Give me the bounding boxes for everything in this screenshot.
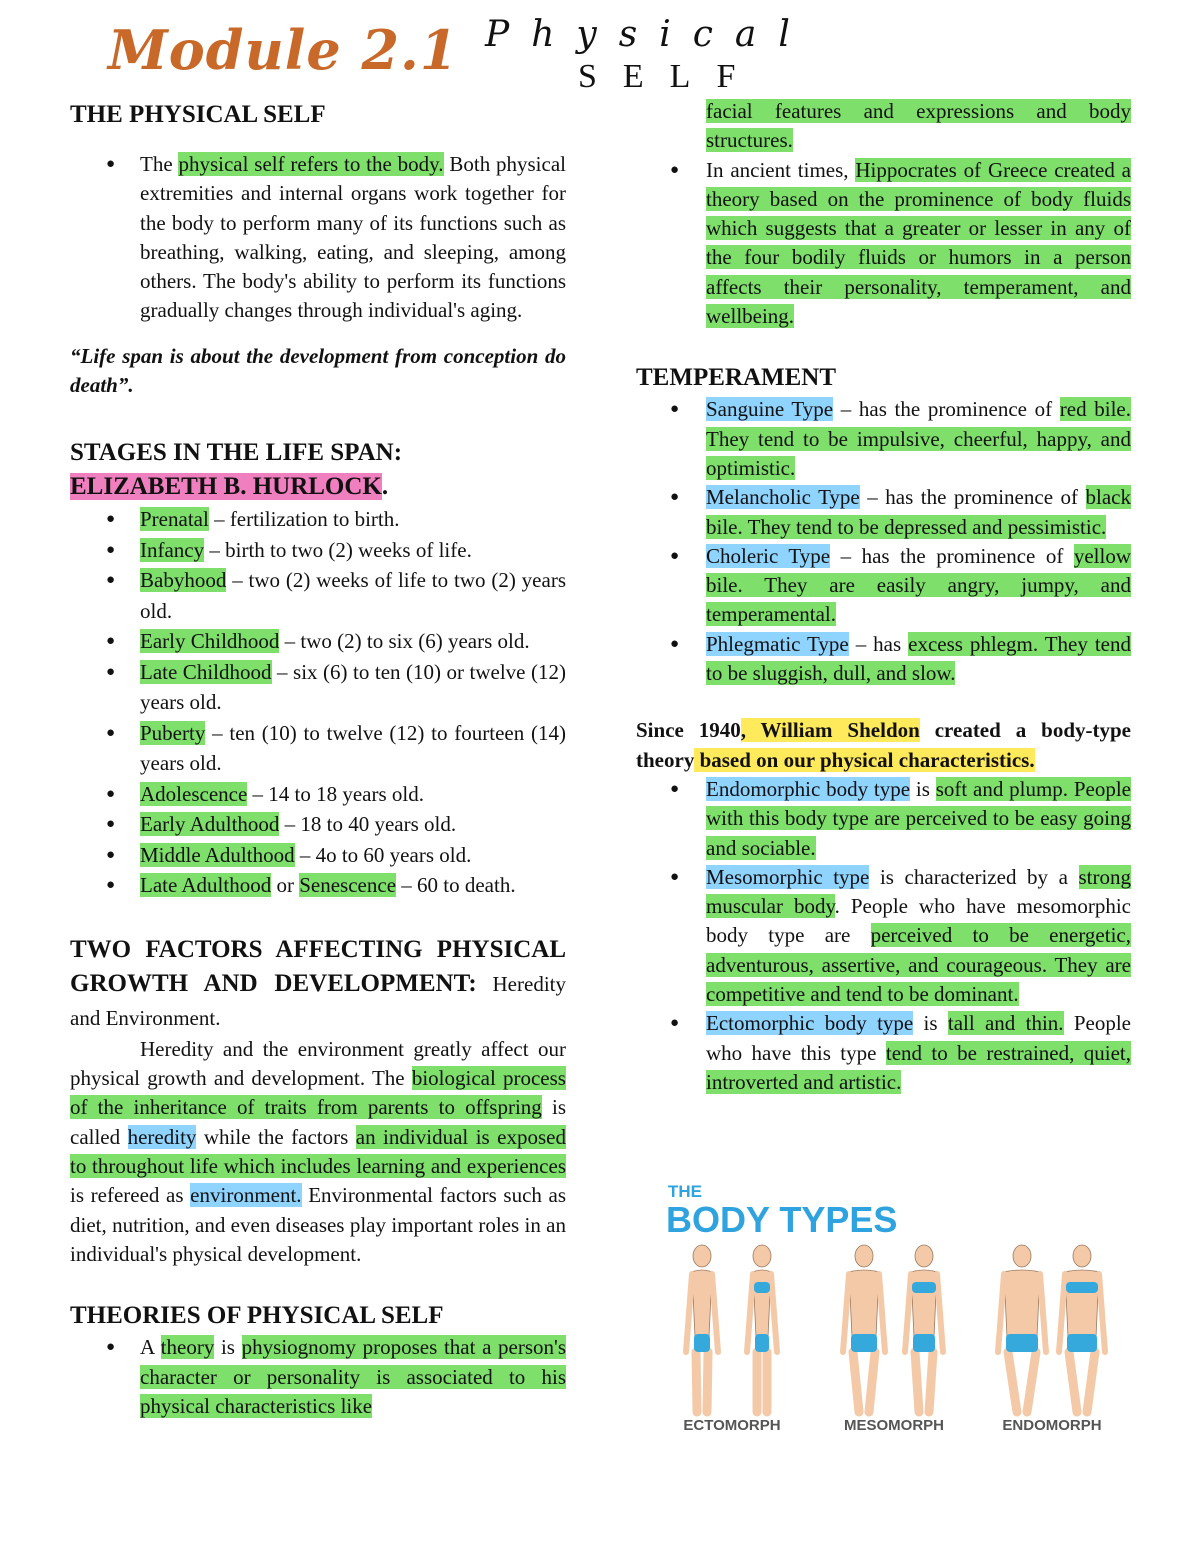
text: – has the prominence of	[830, 543, 1074, 568]
list-item	[70, 809, 566, 840]
text: is called	[70, 1095, 566, 1149]
stage-name: Middle Adulthood	[140, 842, 295, 867]
endomorph-male-head	[1013, 1245, 1031, 1267]
highlight: black bile. They tend to be depressed and pessimistic.	[706, 485, 1131, 539]
stage-desc: – two (2) weeks of life to two (2) years old.	[140, 568, 566, 623]
endomorph-female-arm-right	[1099, 1274, 1105, 1352]
highlight: physiognomy proposes that a person's character or personality is associated to his physical characteristics like	[140, 1335, 566, 1418]
physical-heading: Physical	[485, 14, 812, 55]
endomorph-male-arm-left	[998, 1274, 1004, 1352]
text: A	[140, 1335, 161, 1360]
ectomorph-female-arm-right	[771, 1274, 777, 1352]
highlight: physical self refers to the body.	[178, 152, 444, 176]
stage-desc: – 14 to 18 years old.	[247, 781, 425, 806]
stage-name: Early Childhood	[140, 629, 280, 654]
list-item	[70, 626, 566, 657]
highlight: excess phlegm. They tend to be sluggish, dull, and slow.	[706, 631, 1131, 686]
stage-name: Late Childhood	[140, 659, 272, 684]
list-item	[636, 156, 1131, 332]
body-figures	[686, 1245, 1105, 1412]
highlight: facial features and expressions and body structures.	[706, 99, 1131, 153]
endomorph-male-leg-left	[1008, 1352, 1017, 1412]
theories-list	[70, 1333, 566, 1421]
text: .	[381, 473, 389, 501]
left-column	[70, 98, 566, 1421]
highlight: strong muscular body	[706, 864, 1131, 919]
stage-name: Infancy	[140, 537, 205, 562]
mesomorph-female-arm-left	[905, 1274, 911, 1352]
text: In ancient times,	[706, 157, 856, 182]
list-item	[636, 542, 1131, 630]
theories-heading: THEORIES OF PHYSICAL SELF	[70, 1302, 444, 1330]
endomorph-female-head	[1073, 1245, 1091, 1267]
ectomorph-male-torso	[692, 1270, 712, 1337]
body-types-figure	[664, 1178, 1124, 1448]
mesomorph-male-swimwear-bottom	[851, 1334, 877, 1352]
mesomorph-male-leg-right	[869, 1352, 875, 1412]
endomorph-male-swimwear-bottom	[1006, 1334, 1038, 1352]
endomorph-male-torso	[1004, 1270, 1040, 1337]
text: Heredity and the environment greatly affect our physical growth and development. The	[70, 1036, 566, 1091]
stage-desc: – birth to two (2) weeks of life.	[204, 537, 472, 562]
list-item	[70, 565, 566, 626]
hippocrates-list	[636, 156, 1131, 332]
stage-desc: – ten (10) to twelve (12) to fourteen (14) years old.	[140, 720, 566, 776]
mesomorph-male-arm-right	[879, 1274, 885, 1352]
stage-desc: – two (2) to six (6) years old.	[279, 629, 530, 654]
endomorph-female-swimwear-bottom	[1067, 1334, 1097, 1352]
hurlock-name: ELIZABETH B. HURLOCK	[70, 473, 382, 501]
highlight: tend to be restrained, quiet, introverted and artistic.	[706, 1040, 1131, 1094]
highlight-yellow: , William Sheldon	[740, 718, 920, 743]
ectomorph-male-head	[693, 1245, 711, 1267]
list-item	[70, 718, 566, 779]
list-item	[636, 483, 1131, 542]
ectomorph-female-swimwear-top	[754, 1282, 770, 1293]
ectomorph-female-torso	[753, 1270, 771, 1337]
factors-heading-text: TWO FACTORS AFFECTING PHYSICAL GROWTH AND DEVELOPMENT:	[70, 935, 566, 997]
right-column	[636, 97, 1131, 1097]
text: Since 1940	[636, 718, 741, 743]
endomorph-female-arm-left	[1059, 1274, 1065, 1352]
stages-heading-text: STAGES IN THE LIFE SPAN:	[70, 439, 403, 467]
ectomorph-male-arm-right	[712, 1274, 718, 1352]
highlight-blue: heredity	[127, 1124, 197, 1149]
endomorph-female-leg-left	[1069, 1352, 1077, 1412]
list-item	[636, 1009, 1131, 1097]
stage-desc: – 60 to death.	[396, 873, 516, 898]
text: The	[140, 152, 179, 176]
highlight: perceived to be energetic, adventurous, assertive, and courageous. They are competitive and tend to be dominant.	[706, 923, 1131, 1007]
text: while the factors	[196, 1124, 356, 1149]
stage-name: Adolescence	[140, 781, 248, 806]
text: is characterized by a	[869, 864, 1079, 889]
ectomorph-male-arm-left	[686, 1274, 692, 1352]
text: People who have this type	[706, 1011, 1131, 1065]
mesomorph-female-torso	[911, 1270, 937, 1337]
highlight: theory	[160, 1335, 215, 1360]
type-name: Melancholic Type	[706, 485, 860, 510]
list-item	[70, 840, 566, 871]
highlight-yellow: based on our physical characteristics.	[694, 747, 1035, 772]
mesomorph-male-leg-left	[853, 1352, 859, 1412]
stage-name: Late Adulthood	[140, 873, 272, 898]
endomorph-female-torso	[1065, 1270, 1099, 1337]
list-item	[636, 395, 1131, 483]
type-name: Sanguine Type	[706, 397, 834, 422]
module-title: Module 2.1	[108, 18, 459, 82]
label-ectomorph: ECTOMORPH	[683, 1417, 781, 1434]
stage-desc: – 18 to 40 years old.	[279, 812, 457, 837]
mesomorph-male-torso	[849, 1270, 879, 1337]
figure-the: THE	[668, 1182, 702, 1201]
label-endomorph: ENDOMORPH	[1002, 1417, 1102, 1434]
text: Environmental factors such as diet, nutrition, and even diseases play important roles in an individual's physical development.	[70, 1183, 567, 1266]
stage-name: Senescence	[299, 873, 397, 898]
stage-name: Puberty	[140, 720, 206, 745]
ectomorph-female-swimwear-bottom	[755, 1334, 769, 1352]
list-item	[636, 863, 1131, 1009]
list-item	[636, 630, 1131, 689]
text: is	[913, 1011, 948, 1036]
highlight: yellow bile. They are easily angry, jumpy, and temperamental.	[706, 543, 1131, 627]
endomorph-male-arm-right	[1040, 1274, 1046, 1352]
list-item	[636, 775, 1131, 863]
temperament-list	[636, 395, 1131, 688]
list-item	[70, 1333, 566, 1421]
stages-heading	[70, 436, 566, 504]
ectomorph-female-arm-left	[747, 1274, 753, 1352]
type-name: Phlegmatic Type	[706, 631, 849, 656]
mesomorph-male-head	[855, 1245, 873, 1267]
continued-text	[636, 97, 1131, 156]
highlight: red bile. They tend to be impulsive, cheerful, happy, and optimistic.	[706, 397, 1131, 480]
mesomorph-male-arm-left	[843, 1274, 849, 1352]
stage-desc: – fertilization to birth.	[208, 507, 400, 532]
text: – has the prominence of	[833, 397, 1060, 422]
type-name: Ectomorphic body type	[706, 1011, 914, 1036]
list-item	[70, 779, 566, 810]
list-item	[70, 504, 566, 535]
mesomorph-female-swimwear-top	[912, 1282, 936, 1293]
endomorph-female-swimwear-top	[1066, 1282, 1098, 1293]
mesomorph-female-head	[915, 1245, 933, 1267]
factors-heading	[70, 933, 566, 1035]
list-item	[70, 870, 566, 901]
physical-self-list	[70, 150, 566, 326]
factors-heading-tail: Heredity and Environment.	[70, 971, 566, 1030]
mesomorph-female-leg-right	[929, 1352, 933, 1412]
label-mesomorph: MESOMORPH	[843, 1417, 945, 1434]
text: is	[214, 1335, 242, 1360]
text: is	[910, 776, 936, 801]
highlight: biological process of the inheritance of traits from parents to offspring	[70, 1066, 566, 1120]
self-heading: SELF	[578, 58, 762, 95]
endomorph-male-leg-right	[1027, 1352, 1036, 1412]
list-item	[70, 150, 566, 326]
highlight: soft and plump. People with this body type are perceived to be easy going and sociable.	[706, 776, 1132, 860]
stages-list	[70, 504, 566, 901]
highlight: an individual is exposed to throughout life which includes learning and experiences	[70, 1124, 566, 1179]
text: or	[271, 873, 300, 898]
type-name: Mesomorphic type	[706, 864, 870, 889]
stage-desc: – six (6) to ten (10) or twelve (12) years old.	[140, 659, 566, 715]
mesomorph-female-leg-left	[915, 1352, 919, 1412]
type-name: Choleric Type	[706, 543, 831, 568]
life-span-quote: “Life span is about the development from conception do death”.	[70, 343, 566, 398]
figure-title: BODY TYPES	[666, 1199, 898, 1240]
highlight: Hippocrates of Greece created a theory based on the prominence of body fluids which suggests that a greater or lesser in any of the four bodily fluids or humors in a person affects their personality, temperament, and wellbeing.	[706, 157, 1131, 329]
endomorph-female-leg-right	[1087, 1352, 1095, 1412]
text: created a body-type theory	[636, 718, 1131, 772]
list-item	[70, 535, 566, 566]
highlight: tall and thin.	[947, 1011, 1064, 1036]
factors-paragraph	[70, 1035, 566, 1269]
text: – has	[848, 631, 909, 656]
body-type-list	[636, 775, 1131, 1097]
temperament-heading: TEMPERAMENT	[636, 364, 836, 392]
text: . People who have mesomorphic body type are	[706, 894, 1131, 948]
ectomorph-male-swimwear-bottom	[694, 1334, 710, 1352]
type-name: Endomorphic body type	[706, 776, 911, 801]
ectomorph-male-leg-right	[707, 1352, 708, 1412]
text: – has the prominence of	[859, 485, 1086, 510]
ectomorph-male-leg-left	[696, 1352, 697, 1412]
mesomorph-female-arm-right	[937, 1274, 943, 1352]
list-item	[70, 657, 566, 718]
stage-name: Early Adulthood	[140, 812, 280, 837]
stage-name: Babyhood	[140, 568, 227, 593]
text: Both physical extremities and internal organs work together for the body to perform many of its functions such as breathing, walking, eating, and sleeping, among others. The body's ability to perform its functions gradually changes through individual's aging.	[140, 152, 566, 323]
ectomorph-female-head	[753, 1245, 771, 1267]
highlight-blue: environment.	[190, 1183, 302, 1208]
mesomorph-female-swimwear-bottom	[913, 1334, 935, 1352]
physical-self-heading: THE PHYSICAL SELF	[70, 101, 326, 128]
stage-desc: – 4o to 60 years old.	[294, 842, 472, 867]
sheldon-paragraph	[636, 716, 1131, 775]
text: is refereed as	[70, 1183, 191, 1208]
stage-name: Prenatal	[140, 507, 209, 532]
